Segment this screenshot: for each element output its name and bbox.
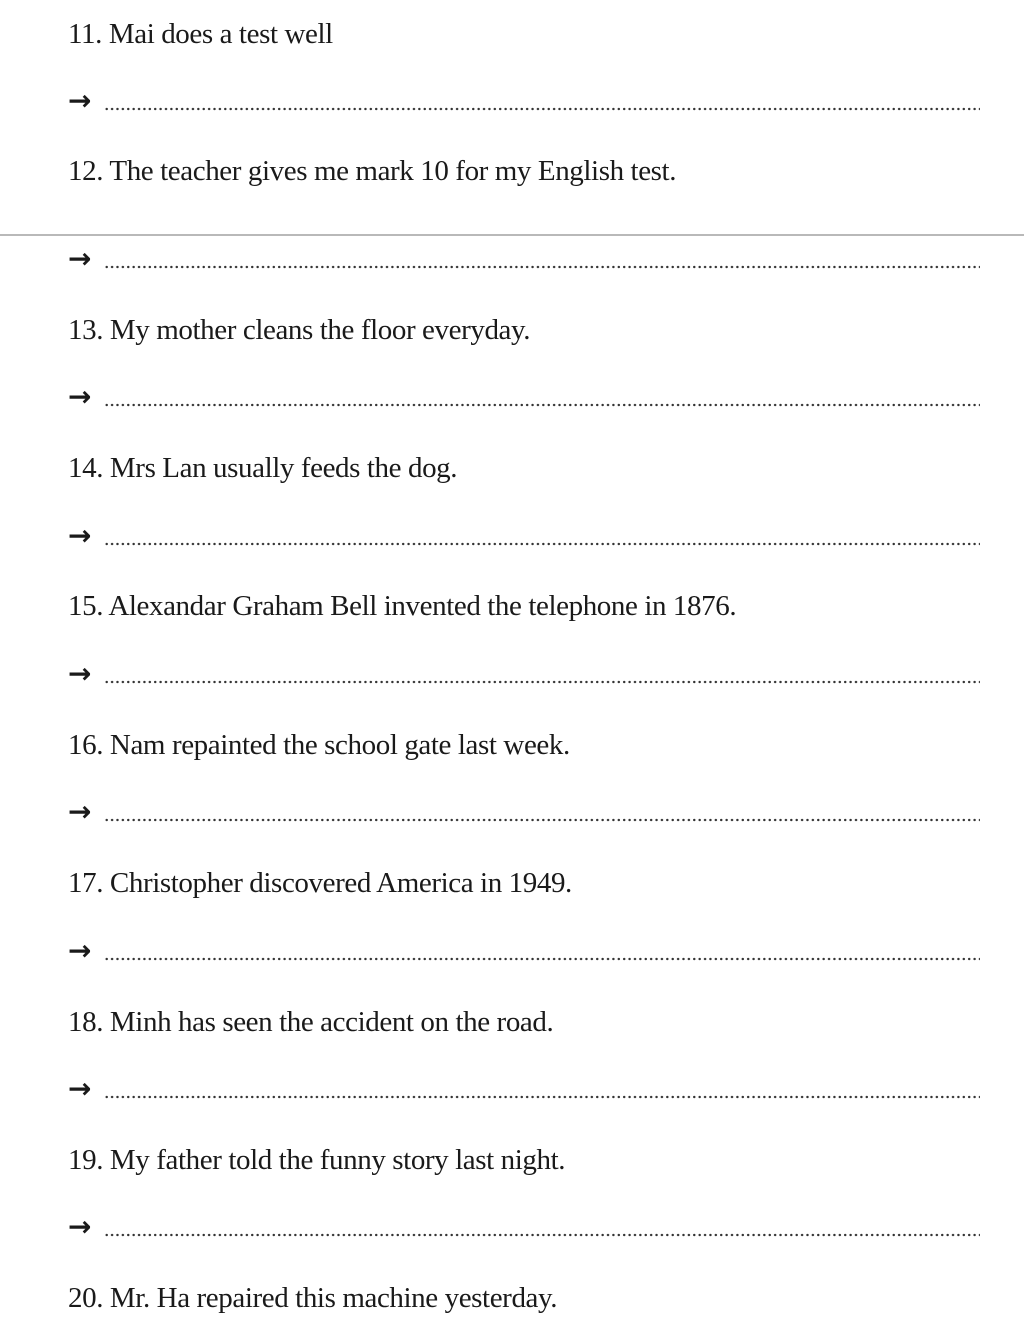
arrow-icon: → [68, 1072, 92, 1105]
question-number: 15. [68, 590, 104, 622]
dotted-answer-blank[interactable] [104, 1232, 980, 1238]
answer-line-19[interactable] [68, 1210, 980, 1244]
question-13 [68, 313, 980, 347]
page-separator [0, 234, 1024, 236]
question-text: Christopher discovered America in 1949. [109, 867, 572, 899]
dotted-answer-blank[interactable] [104, 956, 980, 962]
arrow-icon: → [68, 657, 92, 690]
answer-line-16[interactable] [68, 795, 980, 829]
question-number: 13. [68, 314, 104, 346]
dotted-answer-blank[interactable] [104, 817, 980, 823]
dotted-answer-blank[interactable] [104, 106, 980, 112]
question-number: 12. [68, 155, 104, 187]
answer-line-18[interactable] [68, 1072, 980, 1106]
answer-line-17[interactable] [68, 934, 980, 968]
question-number: 14. [68, 452, 104, 484]
question-12 [68, 154, 980, 188]
arrow-icon: → [68, 380, 92, 413]
question-text: My mother cleans the floor everyday. [109, 314, 531, 346]
question-number: 19. [68, 1144, 104, 1176]
question-text: Mai does a test well [108, 18, 333, 50]
question-18 [68, 1005, 980, 1039]
arrow-icon: → [68, 934, 92, 967]
arrow-icon: → [68, 795, 92, 828]
question-text: The teacher gives me mark 10 for my English test. [109, 155, 677, 187]
question-number: 16. [68, 729, 104, 761]
answer-line-11[interactable] [68, 84, 980, 118]
question-number: 20. [68, 1282, 104, 1314]
answer-line-14[interactable] [68, 519, 980, 553]
question-number: 11. [68, 18, 102, 50]
question-14 [68, 451, 980, 485]
question-text: Alexandar Graham Bell invented the telephone in 1876. [108, 590, 737, 622]
dotted-answer-blank[interactable] [104, 541, 980, 547]
answer-line-15[interactable] [68, 657, 980, 691]
question-text: Nam repainted the school gate last week. [109, 729, 570, 761]
question-17 [68, 866, 980, 900]
question-19 [68, 1143, 980, 1177]
question-text: My father told the funny story last night. [109, 1144, 566, 1176]
arrow-icon: → [68, 84, 92, 117]
arrow-icon: → [68, 519, 92, 552]
dotted-answer-blank[interactable] [104, 264, 980, 270]
question-text: Mrs Lan usually feeds the dog. [109, 452, 458, 484]
question-15 [68, 589, 980, 623]
question-16 [68, 728, 980, 762]
dotted-answer-blank[interactable] [104, 1094, 980, 1100]
answer-line-12[interactable] [68, 242, 980, 276]
question-20 [68, 1281, 980, 1315]
question-text: Mr. Ha repaired this machine yesterday. [109, 1282, 558, 1314]
answer-line-13[interactable] [68, 380, 980, 414]
arrow-icon: → [68, 242, 92, 275]
arrow-icon: → [68, 1210, 92, 1243]
dotted-answer-blank[interactable] [104, 402, 980, 408]
question-text: Minh has seen the accident on the road. [109, 1006, 554, 1038]
question-number: 18. [68, 1006, 104, 1038]
question-number: 17. [68, 867, 104, 899]
dotted-answer-blank[interactable] [104, 679, 980, 685]
question-11 [68, 17, 980, 51]
